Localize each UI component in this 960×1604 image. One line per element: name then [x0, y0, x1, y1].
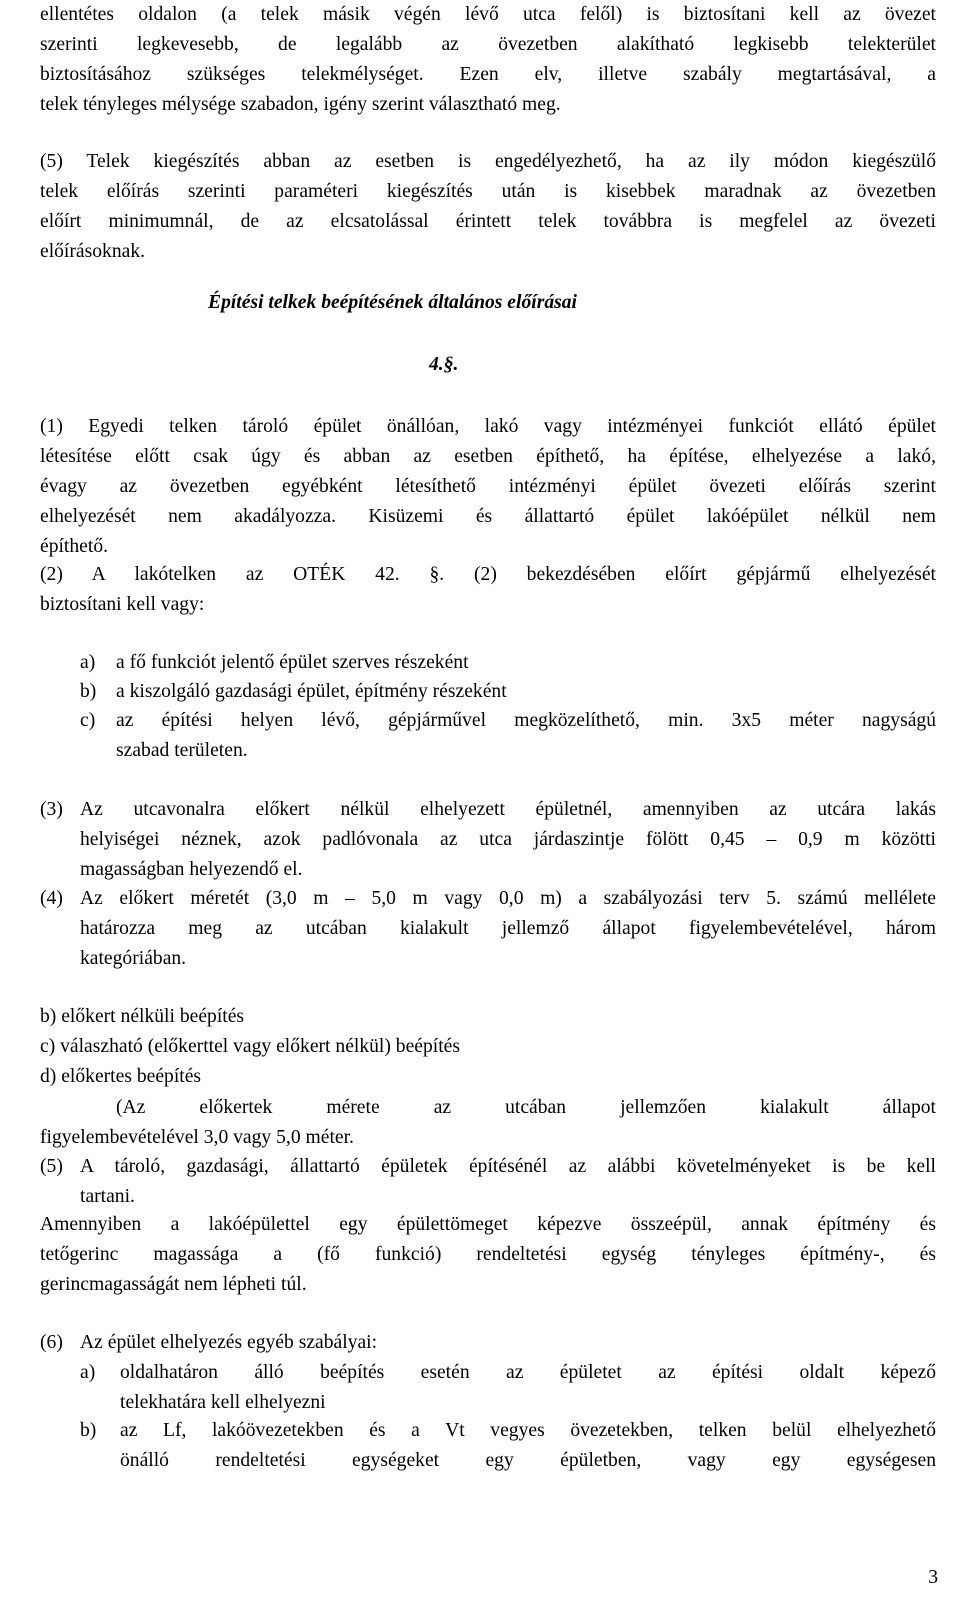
text-line: tetőgerinc magassága a (fő funkció) rendeltetési egység tényleges építmény-, és [40, 1244, 936, 1265]
paragraph-continuation [40, 0, 936, 120]
list-item: c) válaszható (előkerttel vagy előkert nélkül) beépítés [40, 1036, 460, 1057]
text-line: létesítése előtt csak úgy és abban az esetben építhető, ha építése, elhelyezése a lakó, [40, 446, 936, 467]
section-6 [40, 1328, 936, 1358]
text-line: telekhatára kell elhelyezni [120, 1392, 326, 1413]
list-item-label: b) [80, 1420, 97, 1441]
section-label: (5) [40, 1156, 63, 1177]
text-line: (5) Telek kiegészítés abban az esetben is engedélyezhető, ha az ily módon kiegészülő [40, 151, 936, 172]
list-item-text [116, 706, 936, 766]
list-item-text: a kiszolgáló gazdasági épület, építmény részeként [116, 681, 507, 702]
section-2 [40, 560, 936, 620]
text-line: szerinti legkevesebb, de legalább az övezetben alakítható legkisebb telekterület [40, 34, 936, 55]
text-line: helyiségei néznek, azok padlóvonala az utca járdaszintje fölött 0,45 – 0,9 m közötti [80, 829, 936, 850]
list-item: b) előkert nélküli beépítés [40, 1006, 245, 1027]
section-1 [40, 412, 936, 562]
text-line: határozza meg az utcában kialakult jellemző állapot figyelembevételével, három [80, 918, 936, 939]
text-line: biztosításához szükséges telekmélységet. Ezen elv, illetve szabály megtartásával, a [40, 64, 936, 85]
list-item-label: a) [80, 1362, 96, 1383]
section-text [80, 884, 936, 974]
text-line: (2) A lakótelken az OTÉK 42. §. (2) bekezdésében előírt gépjármű elhelyezését [40, 564, 936, 585]
section-4-note [40, 1093, 936, 1153]
section-text [80, 1152, 936, 1212]
text-line: építhető. [40, 536, 109, 557]
text-line: Az utcavonalra előkert nélkül elhelyezett épületnél, amennyiben az utcára lakás [80, 799, 936, 820]
list-item: d) előkertes beépítés [40, 1066, 202, 1087]
page-number: 3 [928, 1567, 938, 1588]
list-item-text: a fő funkciót jelentő épület szerves részeként [116, 652, 469, 673]
text-line: kategóriában. [80, 948, 187, 969]
text-line: szabad területen. [116, 740, 248, 761]
list-item-text [120, 1416, 936, 1476]
section-5 [40, 1152, 936, 1212]
text-line: telek tényleges mélysége szabadon, igény szerint választható meg. [40, 94, 561, 115]
text-line: évagy az övezetben egyébként létesíthető intézményi épület övezeti előírás szerint [40, 476, 936, 497]
text-line: biztosítani kell vagy: [40, 594, 205, 615]
text-line: Az előkert méretét (3,0 m – 5,0 m vagy 0,0 m) a szabályozási terv 5. számú mellélete [80, 888, 936, 909]
list-item [80, 706, 936, 766]
list-item-label: c) [80, 710, 96, 731]
section-title: Építési telkek beépítésének általános előírásai [208, 292, 577, 313]
text-line: önálló rendeltetési egységeket egy épületben, vagy egy egységesen [120, 1450, 936, 1471]
section-label: (6) [40, 1332, 63, 1353]
text-line: Amennyiben a lakóépülettel egy épülettömeget képezve összeépül, annak építmény és [40, 1214, 936, 1235]
section-4-list [40, 1002, 936, 1092]
text-line: magasságban helyezendő el. [80, 859, 303, 880]
text-line: figyelembevételével 3,0 vagy 5,0 méter. [40, 1127, 354, 1148]
list-item-label: a) [80, 652, 96, 673]
text-line: gerincmagasságát nem lépheti túl. [40, 1274, 307, 1295]
list-item [80, 677, 936, 707]
list-item-text [120, 1358, 936, 1418]
text-line: (Az előkertek mérete az utcában jellemzően kialakult állapot [116, 1097, 936, 1118]
section-text: Az épület elhelyezés egyéb szabályai: [80, 1332, 378, 1353]
section-label: (3) [40, 799, 63, 820]
text-line: ellentétes oldalon (a telek másik végén lévő utca felől) is biztosítani kell az övezet [40, 4, 936, 25]
section-text [80, 795, 936, 885]
section-5-paragraph [40, 1210, 936, 1300]
text-line: előírásoknak. [40, 241, 146, 262]
list-item [80, 1358, 936, 1418]
section-label: (4) [40, 888, 63, 909]
list-item [80, 648, 936, 678]
list-item-label: b) [80, 681, 97, 702]
text-line: elhelyezését nem akadályozza. Kisüzemi és állattartó épület lakóépület nélkül nem [40, 506, 936, 527]
text-line: telek előírás szerinti paraméteri kiegészítés után is kisebbek maradnak az övezetben [40, 181, 936, 202]
text-line: az Lf, lakóövezetekben és a Vt vegyes övezetekben, telken belül elhelyezhető [120, 1420, 936, 1441]
paragraph-5 [40, 147, 936, 267]
section-3 [40, 795, 936, 885]
section-4 [40, 884, 936, 974]
text-line: tartani. [80, 1186, 135, 1207]
text-line: (1) Egyedi telken tároló épület önállóan, lakó vagy intézményei funkciót ellátó épület [40, 416, 936, 437]
list-item [80, 1416, 936, 1476]
text-line: előírt minimumnál, de az elcsatolással érintett telek továbbra is megfelel az övezeti [40, 211, 936, 232]
text-line: oldalhatáron álló beépítés esetén az épületet az építési oldalt képező [120, 1362, 936, 1383]
text-line: A tároló, gazdasági, állattartó épületek építésénél az alábbi követelményeket is be kell [80, 1156, 936, 1177]
text-line: az építési helyen lévő, gépjárművel megközelíthető, min. 3x5 méter nagyságú [116, 710, 936, 731]
section-number: 4.§. [429, 354, 459, 375]
